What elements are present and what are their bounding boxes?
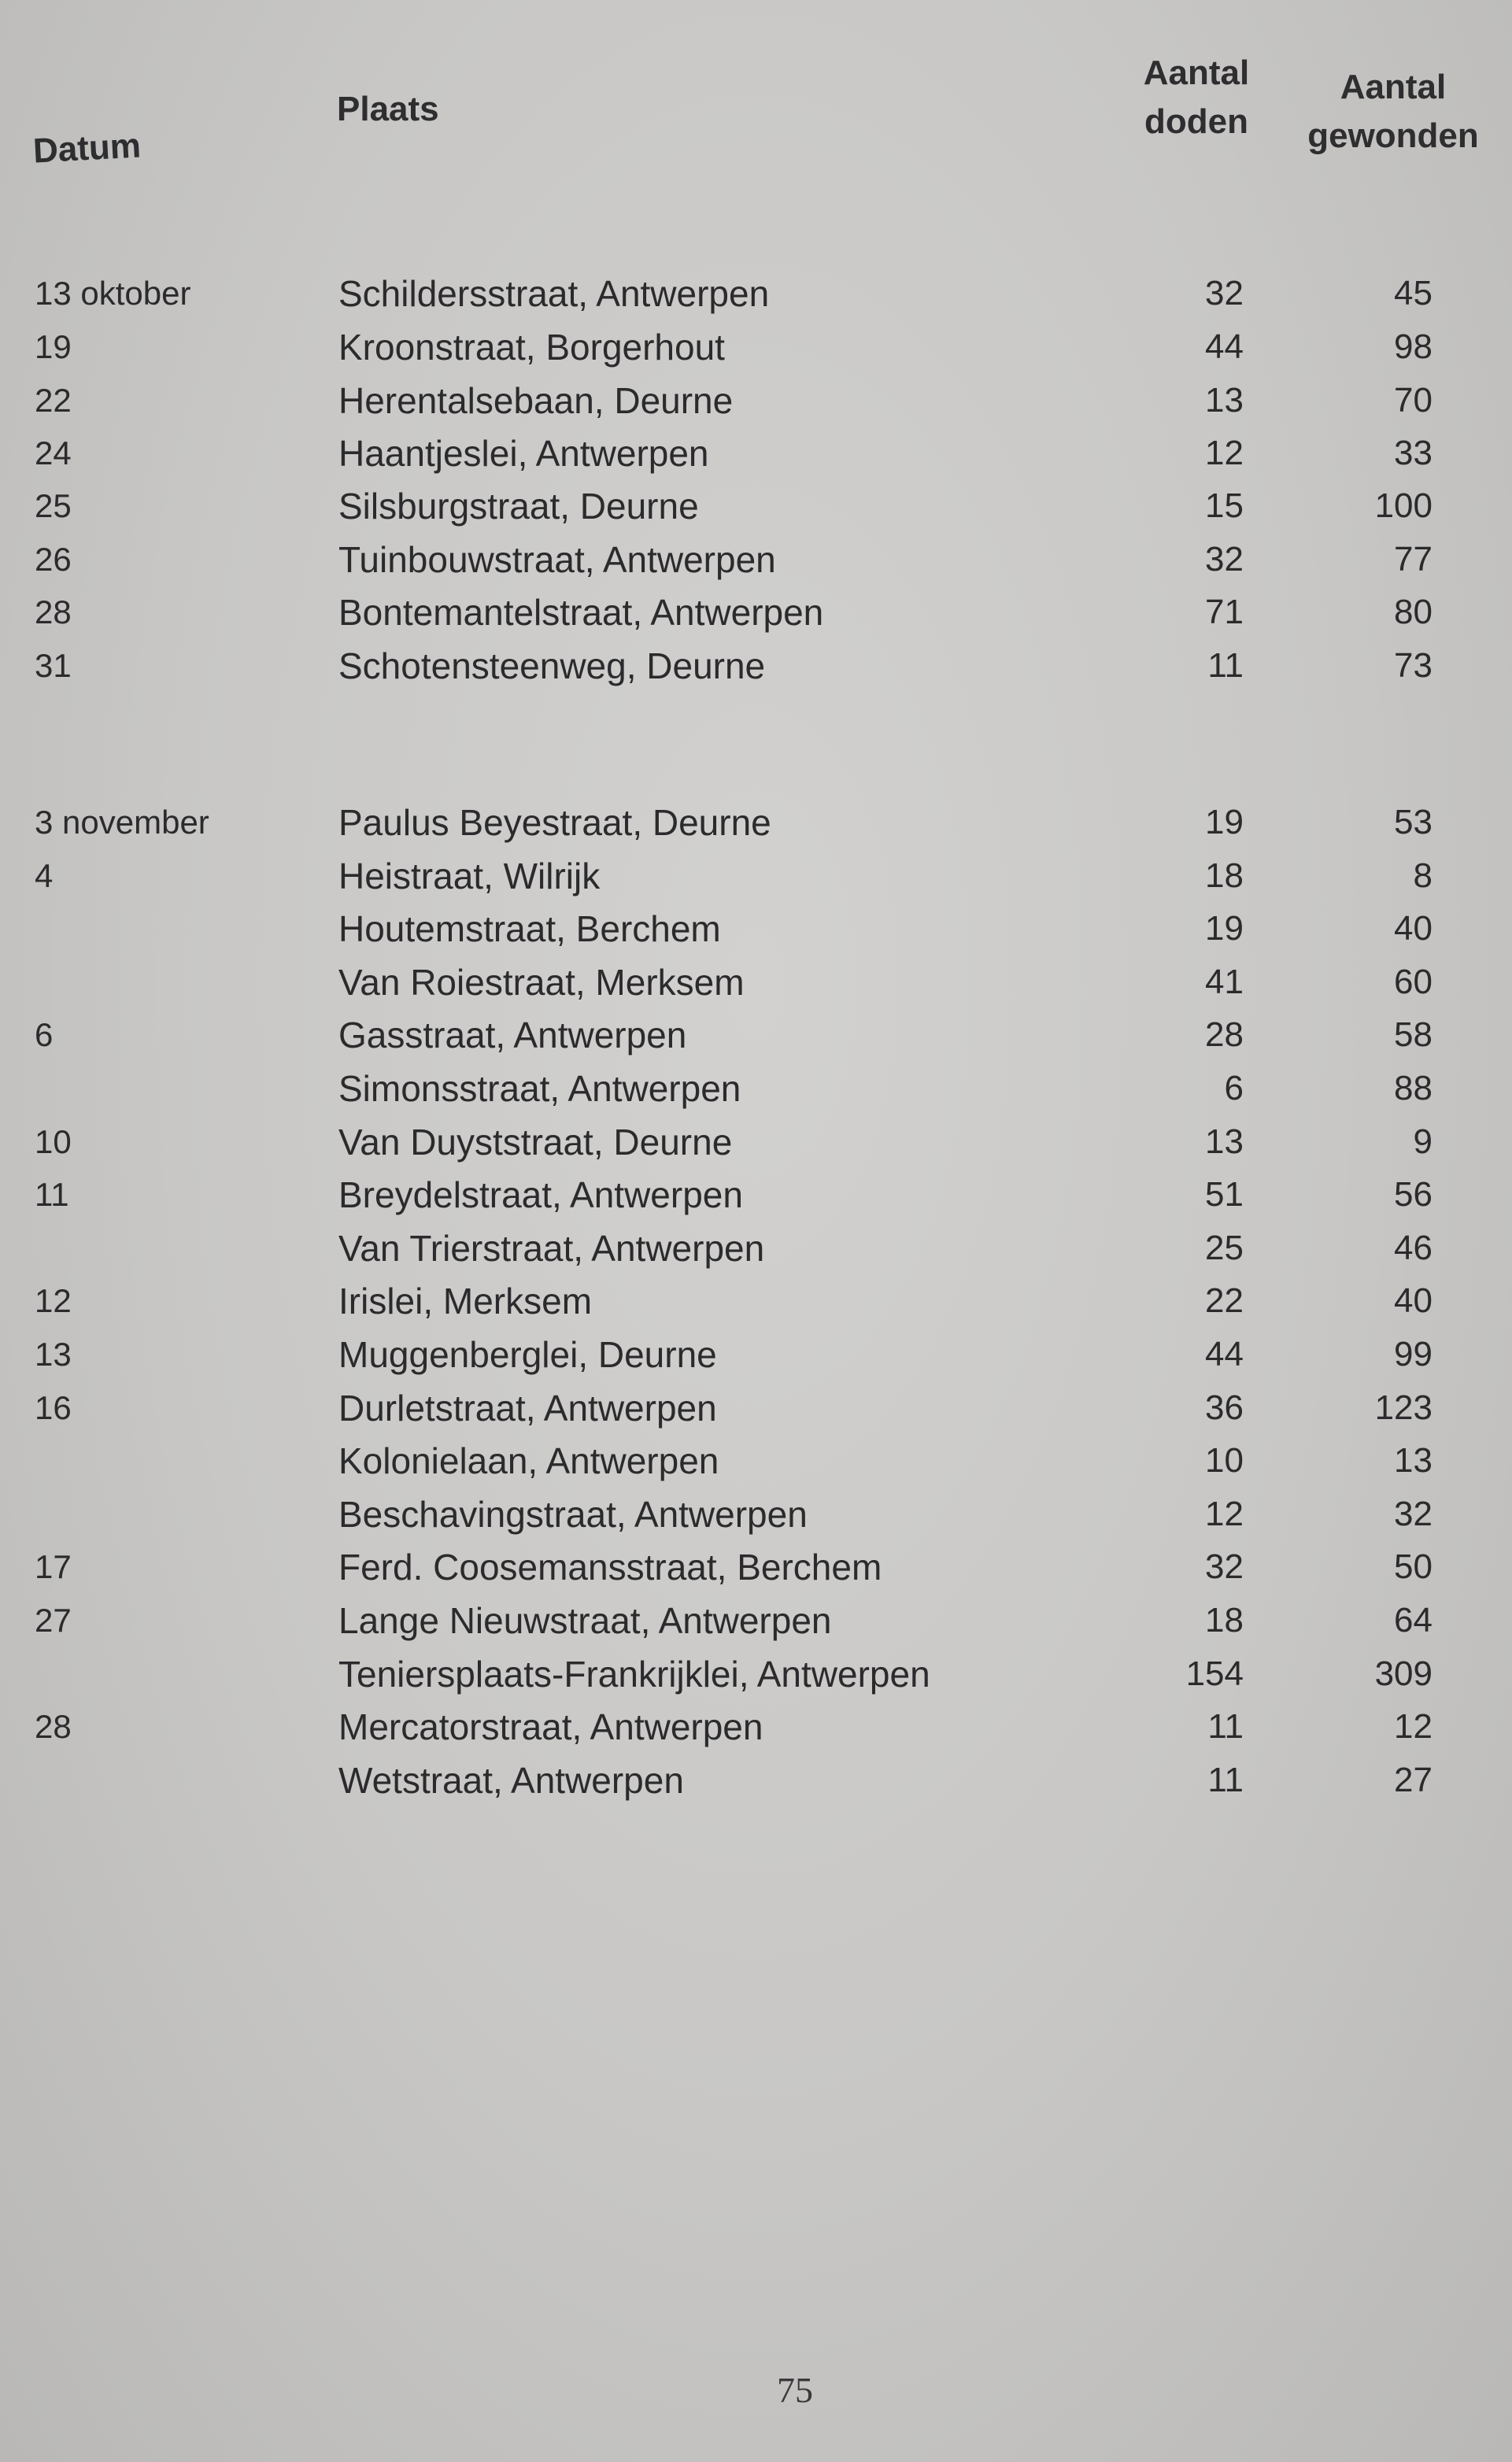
wounded-cell: 53 bbox=[1394, 803, 1433, 841]
place-cell: Gasstraat, Antwerpen bbox=[338, 1015, 687, 1055]
table-row bbox=[0, 1488, 1512, 1540]
deaths-cell: 154 bbox=[1185, 1654, 1244, 1693]
date-cell: 17 bbox=[35, 1548, 72, 1585]
deaths-cell: 18 bbox=[1205, 856, 1244, 895]
table-row bbox=[0, 1222, 1512, 1274]
deaths-cell: 44 bbox=[1205, 327, 1244, 366]
date-cell: 24 bbox=[35, 434, 72, 471]
deaths-cell: 32 bbox=[1205, 274, 1244, 312]
table-row bbox=[0, 1382, 1512, 1434]
place-cell: Breydelstraat, Antwerpen bbox=[338, 1174, 743, 1215]
deaths-cell: 41 bbox=[1205, 963, 1244, 1001]
deaths-cell: 11 bbox=[1207, 1761, 1244, 1799]
date-cell: 28 bbox=[35, 593, 72, 630]
header-doden-line2: doden bbox=[1144, 102, 1248, 141]
place-cell: Van Roiestraat, Merksem bbox=[338, 962, 745, 1003]
deaths-cell: 12 bbox=[1205, 434, 1244, 472]
place-cell: Haantjeslei, Antwerpen bbox=[338, 433, 709, 474]
place-cell: Bontemantelstraat, Antwerpen bbox=[338, 592, 824, 633]
place-cell: Van Trierstraat, Antwerpen bbox=[338, 1228, 765, 1269]
deaths-cell: 44 bbox=[1205, 1335, 1244, 1373]
wounded-cell: 100 bbox=[1374, 486, 1433, 525]
table-row bbox=[0, 1275, 1512, 1327]
wounded-cell: 70 bbox=[1394, 381, 1433, 420]
date-cell: 3 november bbox=[35, 804, 209, 841]
place-cell: Irislei, Merksem bbox=[338, 1281, 593, 1322]
place-cell: Simonsstraat, Antwerpen bbox=[338, 1068, 741, 1109]
page-number: 75 bbox=[777, 2370, 813, 2410]
wounded-cell: 40 bbox=[1394, 909, 1433, 948]
table-row bbox=[0, 850, 1512, 902]
table-row bbox=[0, 375, 1512, 427]
wounded-cell: 45 bbox=[1394, 274, 1433, 312]
deaths-cell: 10 bbox=[1205, 1441, 1244, 1480]
wounded-cell: 33 bbox=[1394, 434, 1433, 472]
table-row bbox=[0, 534, 1512, 586]
wounded-cell: 50 bbox=[1394, 1547, 1433, 1586]
deaths-cell: 71 bbox=[1205, 593, 1244, 631]
wounded-cell: 77 bbox=[1394, 540, 1433, 579]
deaths-cell: 19 bbox=[1205, 803, 1244, 841]
table-row bbox=[0, 1116, 1512, 1168]
wounded-cell: 60 bbox=[1394, 963, 1433, 1001]
deaths-cell: 36 bbox=[1205, 1388, 1244, 1427]
wounded-cell: 123 bbox=[1374, 1388, 1433, 1427]
table-row bbox=[0, 1541, 1512, 1593]
header-aantal-doden bbox=[1133, 49, 1259, 146]
place-cell: Teniersplaats-Frankrijklei, Antwerpen bbox=[338, 1654, 930, 1695]
table-row bbox=[0, 1648, 1512, 1700]
table-row bbox=[0, 586, 1512, 638]
date-cell: 31 bbox=[35, 647, 72, 684]
deaths-cell: 32 bbox=[1205, 540, 1244, 579]
place-cell: Tuinbouwstraat, Antwerpen bbox=[338, 539, 776, 580]
wounded-cell: 8 bbox=[1413, 856, 1433, 895]
place-cell: Kroonstraat, Borgerhout bbox=[338, 327, 725, 368]
place-cell: Lange Nieuwstraat, Antwerpen bbox=[338, 1600, 832, 1641]
deaths-cell: 6 bbox=[1224, 1069, 1244, 1107]
place-cell: Kolonielaan, Antwerpen bbox=[338, 1440, 719, 1481]
date-cell: 4 bbox=[35, 857, 54, 894]
place-cell: Silsburgstraat, Deurne bbox=[338, 486, 699, 527]
wounded-cell: 56 bbox=[1394, 1175, 1433, 1214]
table-row bbox=[0, 640, 1512, 692]
header-aantal-gewonden bbox=[1307, 63, 1480, 161]
place-cell: Muggenberglei, Deurne bbox=[338, 1334, 717, 1375]
place-cell: Schildersstraat, Antwerpen bbox=[338, 273, 770, 314]
date-cell: 6 bbox=[35, 1016, 54, 1053]
wounded-cell: 64 bbox=[1394, 1601, 1433, 1639]
table-row bbox=[0, 797, 1512, 848]
wounded-cell: 46 bbox=[1394, 1229, 1433, 1267]
date-cell: 25 bbox=[35, 487, 72, 524]
table-row bbox=[0, 427, 1512, 479]
table-row bbox=[0, 1169, 1512, 1221]
wounded-cell: 58 bbox=[1394, 1015, 1433, 1054]
date-cell: 13 oktober bbox=[35, 275, 191, 312]
date-cell: 27 bbox=[35, 1602, 72, 1639]
date-cell: 26 bbox=[35, 541, 72, 578]
deaths-cell: 18 bbox=[1205, 1601, 1244, 1639]
table-row bbox=[0, 956, 1512, 1008]
wounded-cell: 12 bbox=[1394, 1707, 1433, 1746]
place-cell: Schotensteenweg, Deurne bbox=[338, 645, 766, 686]
place-cell: Durletstraat, Antwerpen bbox=[338, 1388, 717, 1429]
deaths-cell: 51 bbox=[1205, 1175, 1244, 1214]
deaths-cell: 19 bbox=[1205, 909, 1244, 948]
header-gewonden-line2: gewonden bbox=[1307, 116, 1479, 155]
table-row bbox=[0, 480, 1512, 532]
wounded-cell: 88 bbox=[1394, 1069, 1433, 1107]
date-cell: 12 bbox=[35, 1282, 72, 1319]
table-row bbox=[0, 1435, 1512, 1487]
wounded-cell: 32 bbox=[1394, 1495, 1433, 1533]
header-gewonden-line1: Aantal bbox=[1340, 68, 1447, 106]
place-cell: Mercatorstraat, Antwerpen bbox=[338, 1706, 763, 1747]
table-row bbox=[0, 1063, 1512, 1115]
place-cell: Paulus Beyestraat, Deurne bbox=[338, 802, 771, 843]
deaths-cell: 11 bbox=[1207, 1707, 1244, 1746]
deaths-cell: 32 bbox=[1205, 1547, 1244, 1586]
wounded-cell: 98 bbox=[1394, 327, 1433, 366]
table-row bbox=[0, 1701, 1512, 1753]
date-cell: 22 bbox=[35, 382, 72, 419]
wounded-cell: 73 bbox=[1394, 646, 1433, 685]
place-cell: Van Duyststraat, Deurne bbox=[338, 1122, 733, 1163]
header-plaats: Plaats bbox=[337, 90, 439, 128]
table-row bbox=[0, 1009, 1512, 1061]
header-datum: Datum bbox=[31, 126, 142, 171]
date-cell: 16 bbox=[35, 1389, 72, 1426]
deaths-cell: 12 bbox=[1205, 1495, 1244, 1533]
wounded-cell: 309 bbox=[1374, 1654, 1433, 1693]
place-cell: Beschavingstraat, Antwerpen bbox=[338, 1494, 808, 1535]
wounded-cell: 9 bbox=[1413, 1122, 1433, 1161]
deaths-cell: 11 bbox=[1207, 646, 1244, 685]
place-cell: Houtemstraat, Berchem bbox=[338, 908, 721, 949]
place-cell: Herentalsebaan, Deurne bbox=[338, 380, 734, 421]
header-doden-line1: Aantal bbox=[1143, 54, 1250, 92]
deaths-cell: 13 bbox=[1205, 1122, 1244, 1161]
table-row bbox=[0, 268, 1512, 320]
deaths-cell: 22 bbox=[1205, 1281, 1244, 1320]
place-cell: Heistraat, Wilrijk bbox=[338, 856, 601, 896]
date-cell: 10 bbox=[35, 1123, 72, 1160]
deaths-cell: 25 bbox=[1205, 1229, 1244, 1267]
table-row bbox=[0, 1329, 1512, 1381]
date-cell: 28 bbox=[35, 1708, 72, 1745]
table-row bbox=[0, 903, 1512, 955]
deaths-cell: 13 bbox=[1205, 381, 1244, 420]
wounded-cell: 13 bbox=[1394, 1441, 1433, 1480]
place-cell: Wetstraat, Antwerpen bbox=[338, 1760, 684, 1801]
date-cell: 11 bbox=[35, 1176, 69, 1213]
wounded-cell: 27 bbox=[1394, 1761, 1433, 1799]
date-cell: 19 bbox=[35, 328, 72, 365]
wounded-cell: 80 bbox=[1394, 593, 1433, 631]
table-row bbox=[0, 1754, 1512, 1806]
table-row bbox=[0, 1595, 1512, 1647]
wounded-cell: 99 bbox=[1394, 1335, 1433, 1373]
table-row bbox=[0, 321, 1512, 373]
wounded-cell: 40 bbox=[1394, 1281, 1433, 1320]
deaths-cell: 15 bbox=[1205, 486, 1244, 525]
date-cell: 13 bbox=[35, 1336, 72, 1373]
deaths-cell: 28 bbox=[1205, 1015, 1244, 1054]
place-cell: Ferd. Coosemansstraat, Berchem bbox=[338, 1547, 882, 1588]
